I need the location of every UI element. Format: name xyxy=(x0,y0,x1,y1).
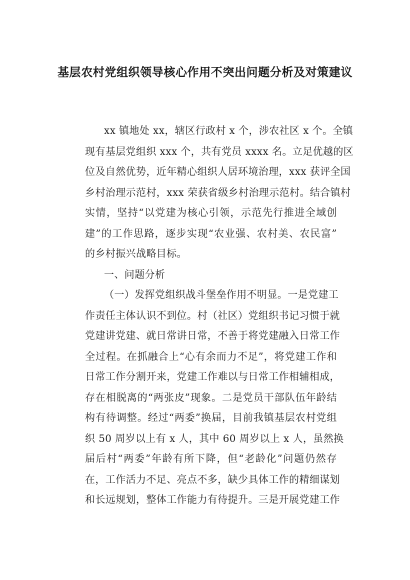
paragraph-line: xx 镇地处 xx，辖区行政村 x 个，涉农社区 x 个。全镇 xyxy=(104,126,354,137)
paragraph-line: 现有基层党组织 xxx 个，共有党员 xxxx 名。立足优越的区 xyxy=(85,146,354,158)
paragraph-line: 的乡村振兴战略目标。 xyxy=(85,249,187,260)
paragraph-line: 建”的工作思路，逐步实现“农业强、农村美、农民富” xyxy=(85,228,337,240)
section-heading: 一、问题分析 xyxy=(104,269,166,281)
paragraph-line: 和长远规划，整体工作能力有待提升。三是开展党建工作 xyxy=(85,495,340,506)
paragraph-line: 日常工作分割开来，党建工作难以与日常工作相辅相成， xyxy=(85,372,340,383)
paragraph-line: 实情，坚持“以党建为核心引领，示范先行推进全域创 xyxy=(85,208,337,219)
paragraph-line: 织 50 周岁以上有 x 人，其中 60 周岁以上 x 人，虽然换 xyxy=(85,433,344,445)
paragraph-line: 构有待调整。经过“两委”换届，目前我镇基层农村党组 xyxy=(85,413,337,424)
paragraph-line: 全过程。在抓融合上“心有余而力不足”，将党建工作和 xyxy=(85,351,337,363)
paragraph-line: 党建讲党建、就日常讲日常，不善于将党建融入日常工作 xyxy=(85,331,340,342)
paragraph-line: 存在相脱离的“两张皮”现象。二是党员干部队伍年龄结 xyxy=(85,392,337,404)
paragraph-line: 在，工作活力不足、亮点不多，缺少具体工作的精细谋划 xyxy=(85,474,340,486)
paragraph-line: （一）发挥党组织战斗堡垒作用不明显。一是党建工 xyxy=(104,290,339,301)
document-title: 基层农村党组织领导核心作用不突出问题分析及对策建议 xyxy=(57,65,353,79)
paragraph-line: 届后村“两委”年龄有所下降，但“老龄化”问题仍然存 xyxy=(85,454,337,465)
paragraph-line: 作责任主体认识不到位。村（社区）党组织书记习惯于就 xyxy=(85,310,340,322)
paragraph-line: 乡村治理示范村，xxx 荣获省级乡村治理示范村。结合镇村 xyxy=(85,187,351,199)
paragraph-line: 位及自然优势，近年精心组织人居环境治理，xxx 获评全国 xyxy=(85,167,351,178)
document-body xyxy=(85,122,354,512)
